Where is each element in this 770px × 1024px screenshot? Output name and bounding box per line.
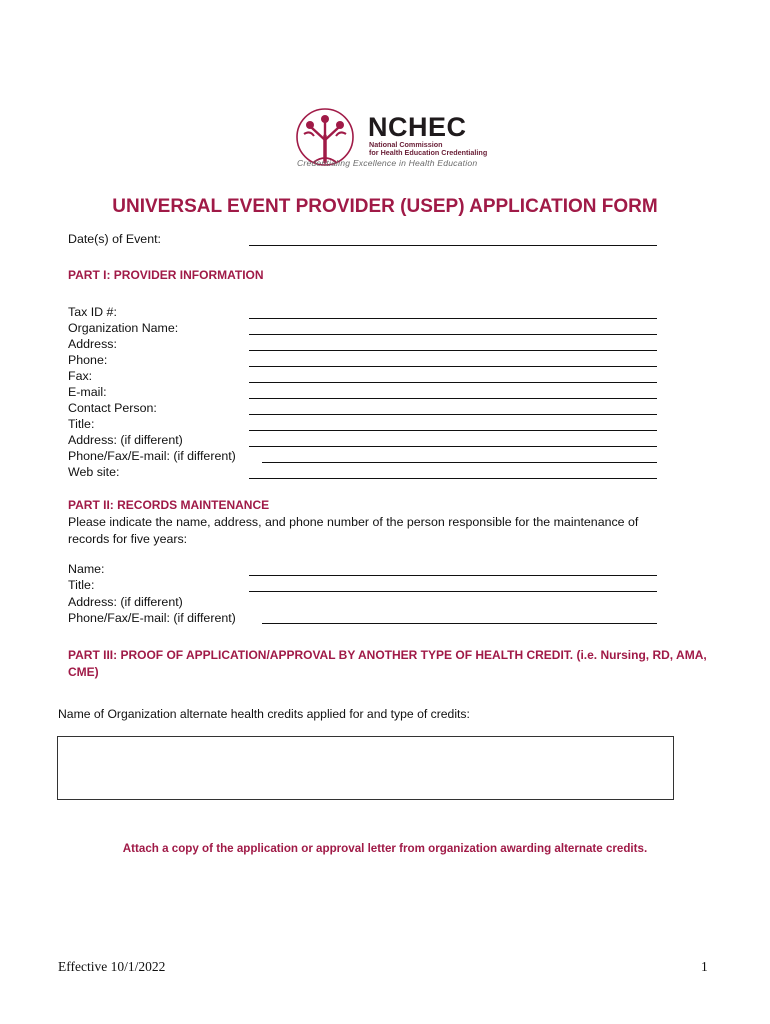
part2-heading: PART II: RECORDS MAINTENANCE xyxy=(68,498,270,512)
email-label: E-mail: xyxy=(68,385,107,399)
dates-label: Date(s) of Event: xyxy=(68,232,161,246)
alt-credits-textbox[interactable] xyxy=(57,736,674,800)
organization-name-field[interactable] xyxy=(249,334,657,335)
records-title-label: Title: xyxy=(68,578,95,592)
part1-heading: PART I: PROVIDER INFORMATION xyxy=(68,268,264,282)
phone-label: Phone: xyxy=(68,353,108,367)
nchec-logo xyxy=(294,106,494,172)
email-field[interactable] xyxy=(249,398,657,399)
website-label: Web site: xyxy=(68,465,120,479)
fax-field[interactable] xyxy=(249,382,657,383)
records-address-label: Address: (if different) xyxy=(68,595,183,609)
records-contact-label: Phone/Fax/E-mail: (if different) xyxy=(68,611,236,625)
logo-tagline: Credentialing Excellence in Health Education xyxy=(297,158,478,168)
address-label: Address: xyxy=(68,337,117,351)
title-label: Title: xyxy=(68,417,95,431)
records-name-label: Name: xyxy=(68,562,105,576)
alt-address-field[interactable] xyxy=(249,446,657,447)
dates-field[interactable] xyxy=(249,245,657,246)
tax-id-field[interactable] xyxy=(249,318,657,319)
records-contact-field[interactable] xyxy=(262,623,657,624)
address-field[interactable] xyxy=(249,350,657,351)
effective-date: Effective 10/1/2022 xyxy=(58,959,166,974)
logo-subtitle-line2: for Health Education Credentialing xyxy=(369,148,488,157)
title-field[interactable] xyxy=(249,430,657,431)
organization-name-label: Organization Name: xyxy=(68,321,179,335)
records-name-field[interactable] xyxy=(249,575,657,576)
logo-subtitle-line1: National Commission xyxy=(369,140,443,149)
contact-person-field[interactable] xyxy=(249,414,657,415)
page-number: 1 xyxy=(701,959,708,974)
alt-credits-label: Name of Organization alternate health credits applied for and type of credits: xyxy=(58,707,470,721)
part3-heading: PART III: PROOF OF APPLICATION/APPROVAL BY ANOTHER TYPE OF HEALTH CREDIT. (i.e. Nursing, RD, AMA, CME) xyxy=(68,648,707,679)
logo-wordmark: NCHEC xyxy=(368,112,467,142)
phone-field[interactable] xyxy=(249,366,657,367)
tax-id-label: Tax ID #: xyxy=(68,305,117,319)
form-title: UNIVERSAL EVENT PROVIDER (USEP) APPLICATION FORM xyxy=(112,196,658,217)
attach-note: Attach a copy of the application or approval letter from organization awarding alternate credits. xyxy=(122,842,648,855)
fax-label: Fax: xyxy=(68,369,93,383)
alt-contact-label: Phone/Fax/E-mail: (if different) xyxy=(68,449,236,463)
contact-person-label: Contact Person: xyxy=(68,401,157,415)
alt-address-label: Address: (if different) xyxy=(68,433,183,447)
part2-instructions: Please indicate the name, address, and phone number of the person responsible for the maintenance of records for five years: xyxy=(68,515,639,546)
records-title-field[interactable] xyxy=(249,591,657,592)
website-field[interactable] xyxy=(249,478,657,479)
alt-contact-field[interactable] xyxy=(262,462,657,463)
